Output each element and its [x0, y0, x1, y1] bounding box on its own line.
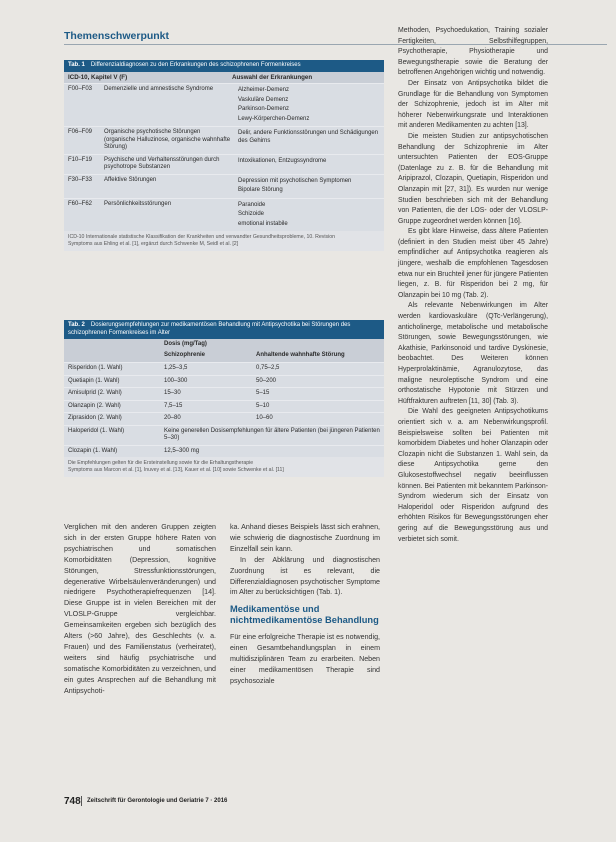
- middle-column: [230, 522, 380, 687]
- table-cell-code: F06–F09: [68, 129, 93, 136]
- selection-item: Lewy-Körperchen-Demenz: [238, 115, 310, 122]
- selection-item: Schizoide: [238, 211, 265, 218]
- table-cell-delusion: 5–10: [256, 402, 270, 409]
- table-1-caption: Tab. 1 Differenzialdiagnosen zu den Erkrankungen des schizophrenen Formenkreises: [64, 60, 384, 72]
- table-cell-drug: Amisulprid (2. Wahl): [68, 390, 122, 396]
- table-2-footnote: Die Empfehlungen gelten für die Ersteinstellung sowie für die Erhaltungstherapie: [68, 460, 254, 466]
- selection-item: Delir, andere Funktionsstörungen und Schädigungen des Gehirns: [238, 130, 379, 144]
- paragraph: Verglichen mit den anderen Gruppen zeigten sich in der ersten Gruppe höhere Raten von psychiatrischen und somatischen Komorbiditäten (Depression, kognitive Störungen, Stressfunktionsstörungen, degenerative Wirbelsäulenveränderungen) und niedrigere Psychotherapiefrequenzen [14]. Diese Gruppe ist in vielen Bereichen mit der VLOSLP-Gruppe vergleichbar. Gemeinsamkeiten ergeben sich bezüglich des Alters (>60 Jahre), des Geschlechts (v. a. Frauen) und des Familienstatus (verheiratet), weiters sind häufig psychiatrische und somatische Komorbiditäten zu verzeichnen, und ein gutes Ansprechen auf die Behandlung mit Antipsychoti-: [64, 523, 216, 695]
- table-cell-selection: [238, 157, 380, 172]
- table-2-label: Tab. 2: [68, 322, 85, 328]
- table-cell-schizo: 15–30: [164, 390, 181, 396]
- table-cell-delusion: [256, 448, 380, 456]
- selection-item: Depression mit psychotischen Symptomen: [238, 177, 352, 184]
- journal-name: Zeitschrift für Gerontologie und Geriatrie 7 · 2016: [87, 798, 228, 804]
- table-cell-note: Keine generellen Dosisempfehlungen für ältere Patienten (bei jüngeren Patienten 5–30): [164, 427, 380, 441]
- table-cell-drug: Risperidon (1. Wahl): [68, 365, 123, 371]
- table-2-col-schizo: Schizophrenie: [164, 351, 206, 358]
- paragraph: ka. Anhand dieses Beispiels lässt sich erahnen, wie schwierig die diagnostische Zuordnung im Einzelfall sein kann.: [230, 523, 380, 553]
- footer-divider: [81, 796, 82, 806]
- table-cell-group: Demenzielle und amnestische Syndrome: [104, 86, 214, 93]
- table-cell-delusion: 5–15: [256, 390, 270, 396]
- paragraph: Der Einsatz von Antipsychotika bildet die Grundlage für die Behandlung von Symptomen der Schizophrenie, jedoch ist im Alter mit höherer Nebenwirkungsrate und Interaktionen mit anderen Medikamenten zu achten [13].: [398, 79, 548, 130]
- left-column: [64, 522, 216, 697]
- table-row: [64, 83, 384, 126]
- table-cell-drug: Ziprasidon (2. Wahl): [68, 415, 122, 421]
- table-row: [64, 154, 384, 174]
- table-1-source: Symptoms aus Ehling et al. [1], ergänzt durch Schwenke M, Seidl et al. [2]: [68, 241, 239, 248]
- table-2-source: Symptoms aus Marcon et al. [1], Inuvey et al. [13], Kauer et al. [10] sowie Schwenke et al. [11]: [68, 467, 284, 474]
- table-2: [64, 320, 384, 477]
- paragraph: Methoden, Psychoedukation, Training sozialer Fertigkeiten, Selbsthilfegruppen, Psychotherapie, Physiotherapie und Bewegungstherapie sowie die Beratung der betroffenen Angehörigen wichtig und notwendig.: [398, 27, 548, 77]
- table-row: [64, 445, 384, 458]
- table-cell-group: Psychische und Verhaltensstörungen durch psychotrope Substanzen: [104, 156, 220, 171]
- table-cell-group: Persönlichkeitsstörungen: [104, 200, 172, 207]
- table-1-label: Tab. 1: [68, 62, 85, 68]
- table-cell-selection: [238, 86, 380, 124]
- table-row: [64, 387, 384, 400]
- selection-item: Intoxikationen, Entzugssyndrome: [238, 157, 327, 164]
- table-1-footnotes: [64, 231, 384, 251]
- table-cell-drug: Haloperidol (1. Wahl): [68, 427, 125, 434]
- table-cell-delusion: 0,75–2,5: [256, 365, 280, 371]
- table-cell-group: Affektive Störungen: [104, 176, 157, 183]
- table-row: [64, 126, 384, 154]
- section-title: Medikamentöse und nichtmedikamentöse Behandlung: [230, 604, 379, 626]
- paragraph: Als relevante Nebenwirkungen im Alter werden kardiovaskuläre (QTc-Verlängerung), anticholinerge, metabolische und metabolische Störungen, sowie Bewegungsstörungen, wie Akathisie, Parkinsonoid und tardive Dyskinesie, beobachtet. Des Weiteren können Hyperprolaktinämie, Agranulozytose, das maligne neuroleptische Syndrom und eine orthostatische Hypotonie mit Stürzen und Hüftfrakturen auftreten [11, 30] (Tab. 3).: [398, 302, 548, 405]
- table-cell-selection: [238, 177, 380, 196]
- table-cell-schizo: 7,5–15: [164, 402, 183, 409]
- table-cell-selection: [238, 201, 380, 230]
- paragraph: In der Abklärung und diagnostischen Zuordnung ist es relevant, die Differenzialdiagnosen psychotischer Symptome im Alter zu berücksichtigen (Tab. 1).: [230, 555, 380, 597]
- table-cell-code: F30–F33: [68, 176, 93, 183]
- selection-item: emotional instabile: [238, 220, 288, 227]
- table-2-caption: Tab. 2 Dosierungsempfehlungen zur medikamentösen Behandlung mit Antipsychotika bei Störungen des schizophrenen Formenkreises im Alter: [64, 320, 384, 339]
- section-header: Themenschwerpunkt: [64, 30, 170, 42]
- table-cell-schizo: 1,25–3,5: [164, 365, 188, 371]
- selection-item: Bipolare Störung: [238, 187, 283, 194]
- table-cell-drug: Quetiapin (1. Wahl): [68, 377, 120, 384]
- page-number: 748: [64, 796, 81, 807]
- table-cell-drug: Olanzapin (2. Wahl): [68, 402, 121, 409]
- paragraph: Es gibt klare Hinweise, dass ältere Patienten (definiert in den Studien meist über 45 Jahre) empfindlicher auf Antipsychotika reagieren als jüngere, weshalb die empfohlenen Tagesdosen etwa nur ein Bruchteil jener für jüngere Patienten liegen, z. B. für Risperidon bei 2 mg, für Olanzapin bei 10 mg (Tab. 2).: [398, 228, 548, 299]
- table-cell-code: F10–F19: [68, 156, 93, 163]
- table-cell-drug: Clozapin (1. Wahl): [68, 447, 118, 454]
- table-2-body: [64, 362, 384, 457]
- selection-item: Alzheimer-Demenz: [238, 87, 290, 94]
- table-row: [64, 400, 384, 413]
- table-1-body: [64, 83, 384, 231]
- selection-item: Vaskuläre Demenz: [238, 96, 289, 103]
- table-1: [64, 60, 384, 251]
- table-cell-delusion: 10–60: [256, 415, 273, 421]
- paragraph: Die Wahl des geeigneten Antipsychotikums orientiert sich v. a. am Nebenwirkungsprofil. Beispielsweise sollten bei Patienten mit komorbidem Diabetes und hoher Olanzapin oder Clozapin nicht die Substanzen 1. Wahl sein, da diese Antipsychotika gerne den Glukosestoffwechsel negativ beeinflussen können. Bei Patienten mit bekanntem Parkinson-Syndrom wiederum sich der Einsatz von Haloperidol oder Risperidon aufgrund des erhöhten Risikos für Bewegungsstörungen eher gering auf die Bewegungsstörung aus und verbietet sich somit.: [398, 408, 548, 543]
- selection-item: Parkinson-Demenz: [238, 106, 290, 113]
- table-2-header-cols: [64, 351, 384, 363]
- table-cell-delusion: 50–200: [256, 377, 277, 384]
- table-cell-schizo: 20–80: [164, 415, 181, 421]
- paragraph: Die meisten Studien zur antipsychotischen Behandlung der Schizophrenie im Alter untersuchten Patienten der EOS-Gruppe (Datenlage zu z. B. für die Behandlung mit Aripiprazol, Clozapin, Quetiapin, Risperidon und Olanzapin mit [27, 31]). Es wurden nur wenige Studien beschrieben sich mit der Behandlung von Patienten, die der LOS- oder der VLOSLP-Gruppe zugeordnet werden können [16].: [398, 132, 548, 225]
- table-row: [64, 174, 384, 198]
- table-1-footnote: ICD-10 Internationale statistische Klassifikation der Krankheiten und verwandter Gesundheitsprobleme, 10. Revision: [68, 234, 336, 241]
- table-row: [64, 425, 384, 445]
- table-2-footnotes: [64, 457, 384, 477]
- table-1-col-selection: Auswahl der Erkrankungen: [232, 73, 313, 81]
- paragraph: Für eine erfolgreiche Therapie ist es notwendig, einen Gesamtbehandlungsplan in einem multidisziplinären Team zu erarbeiten. Neben einer medikamentösen Therapie sind psychosoziale: [230, 633, 380, 685]
- table-cell-group: Organische psychotische Störungen (organische Halluzinose, organische wahnhafte Störung): [104, 129, 231, 151]
- table-1-col-code: ICD-10, Kapitel V (F): [68, 73, 128, 81]
- table-cell-selection: [238, 129, 380, 152]
- table-row: [64, 412, 384, 425]
- table-cell-schizo: 12,5–300 mg: [164, 447, 200, 454]
- table-row: [64, 198, 384, 232]
- table-1-header: [64, 72, 384, 84]
- table-row: [64, 375, 384, 388]
- table-2-col-delusion: Anhaltende wahnhafte Störung: [256, 351, 345, 358]
- table-cell-code: F60–F62: [68, 200, 93, 207]
- table-cell-schizo: 100–300: [164, 377, 188, 384]
- right-column: [398, 26, 548, 545]
- table-row: [64, 362, 384, 375]
- table-2-header-dose: Dosis (mg/Tag): [64, 339, 384, 351]
- selection-item: Paranoide: [238, 201, 266, 208]
- table-cell-code: F00–F03: [68, 86, 93, 93]
